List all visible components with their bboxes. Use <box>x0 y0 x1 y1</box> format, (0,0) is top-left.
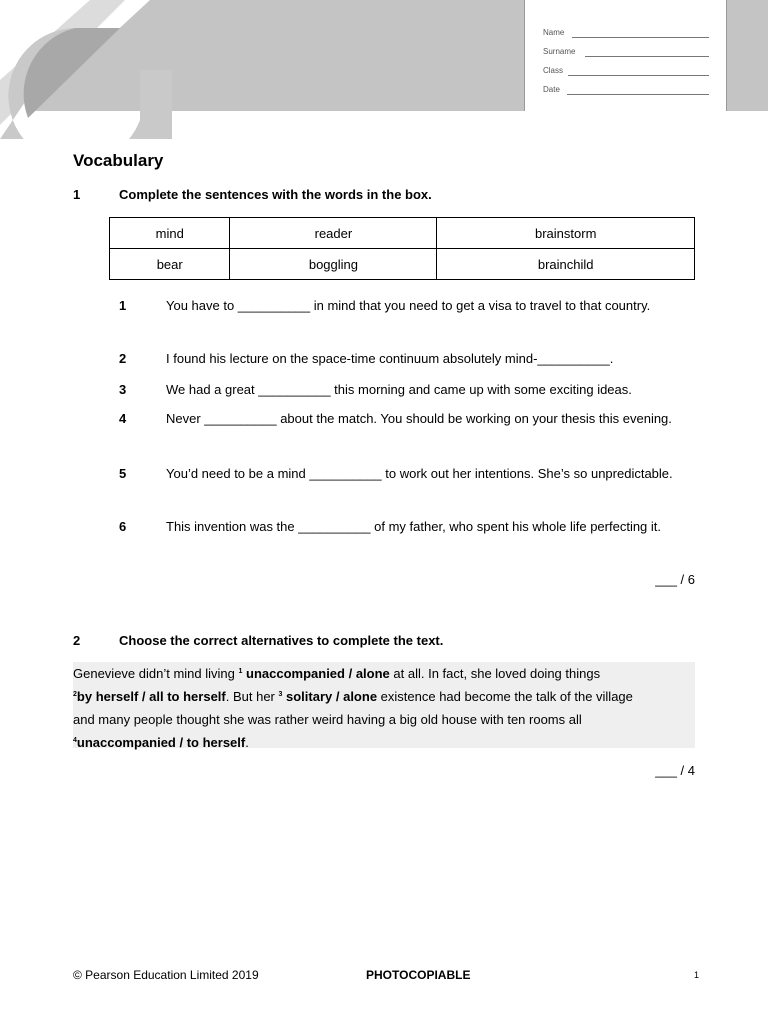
item-text: You have to __________ in mind that you need to get a visa to travel to that country. <box>166 298 651 313</box>
text-line <box>73 685 695 708</box>
item-text: Never __________ about the match. You should be working on your thesis this evening. <box>166 411 672 426</box>
gap-options[interactable]: unaccompanied / alone <box>246 666 390 681</box>
gapped-text-box <box>73 662 695 748</box>
text-line <box>73 731 695 754</box>
surname-label: Surname <box>543 47 576 56</box>
name-label: Name <box>543 28 565 37</box>
gap-number: 2 <box>73 691 77 698</box>
gap-number: 3 <box>278 691 283 698</box>
word-box-cell: boggling <box>230 249 437 280</box>
text-segment: existence had become the talk of the village <box>377 689 633 704</box>
word-box-row <box>110 218 695 249</box>
item-text: I found his lecture on the space-time continuum absolutely mind-__________. <box>166 351 614 366</box>
exercise1-number: 1 <box>73 187 81 202</box>
word-box-cell: mind <box>110 218 230 249</box>
exercise2-number: 2 <box>73 633 81 648</box>
item-number: 1 <box>119 298 127 313</box>
text-segment: Genevieve didn’t mind living <box>73 666 239 681</box>
class-line <box>568 75 709 76</box>
word-box-row <box>110 249 695 280</box>
item-number: 2 <box>119 351 127 366</box>
header-right-strip <box>726 0 768 111</box>
item-text: This invention was the __________ of my father, who spent his whole life perfecting it. <box>166 519 662 534</box>
item-text: You’d need to be a mind __________ to work out her intentions. She’s so unpredictable. <box>166 466 673 481</box>
word-box-cell: brainstorm <box>437 218 695 249</box>
item-text: We had a great __________ this morning and came up with some exciting ideas. <box>166 382 632 397</box>
g-logo-icon <box>0 0 172 139</box>
gap-options[interactable]: solitary / alone <box>286 689 378 704</box>
logo-area <box>0 0 172 139</box>
text-segment: . But her <box>225 689 279 704</box>
date-line <box>567 94 709 95</box>
gap-options[interactable]: by herself / all to herself <box>76 689 226 704</box>
word-box-cell: brainchild <box>437 249 695 280</box>
footer-photocopiable: PHOTOCOPIABLE <box>366 968 471 982</box>
exercise1-instruction: Complete the sentences with the words in the box. <box>119 187 432 202</box>
text-line <box>73 708 695 731</box>
name-line <box>572 37 709 38</box>
student-info-box <box>524 0 727 111</box>
surname-line <box>585 56 709 57</box>
text-line <box>73 662 695 685</box>
exercise2-instruction: Choose the correct alternatives to complete the text. <box>119 633 444 648</box>
text-segment: and many people thought she was rather weird having a big old house with ten rooms all <box>73 712 582 727</box>
section-title: Vocabulary <box>73 151 164 170</box>
class-field[interactable] <box>543 66 709 78</box>
gap-number: 1 <box>238 668 243 675</box>
class-label: Class <box>543 66 564 75</box>
date-field[interactable] <box>543 85 709 97</box>
footer-copyright: © Pearson Education Limited 2019 <box>73 968 259 982</box>
item-number: 4 <box>119 411 127 426</box>
text-segment: at all. In fact, she loved doing things <box>389 666 601 681</box>
page-number: 1 <box>694 970 700 980</box>
exercise2-score: ___ / 4 <box>655 763 695 778</box>
word-box-cell: bear <box>110 249 230 280</box>
word-box <box>109 217 695 280</box>
surname-field[interactable] <box>543 47 709 59</box>
word-box-cell: reader <box>230 218 437 249</box>
exercise1-score: ___ / 6 <box>655 572 695 587</box>
item-number: 6 <box>119 519 127 534</box>
name-field[interactable] <box>543 28 709 40</box>
text-segment: . <box>245 735 249 750</box>
item-number: 3 <box>119 382 127 397</box>
item-number: 5 <box>119 466 127 481</box>
gap-number: 4 <box>73 737 77 744</box>
date-label: Date <box>543 85 560 94</box>
gap-options[interactable]: unaccompanied / to herself <box>76 735 246 750</box>
